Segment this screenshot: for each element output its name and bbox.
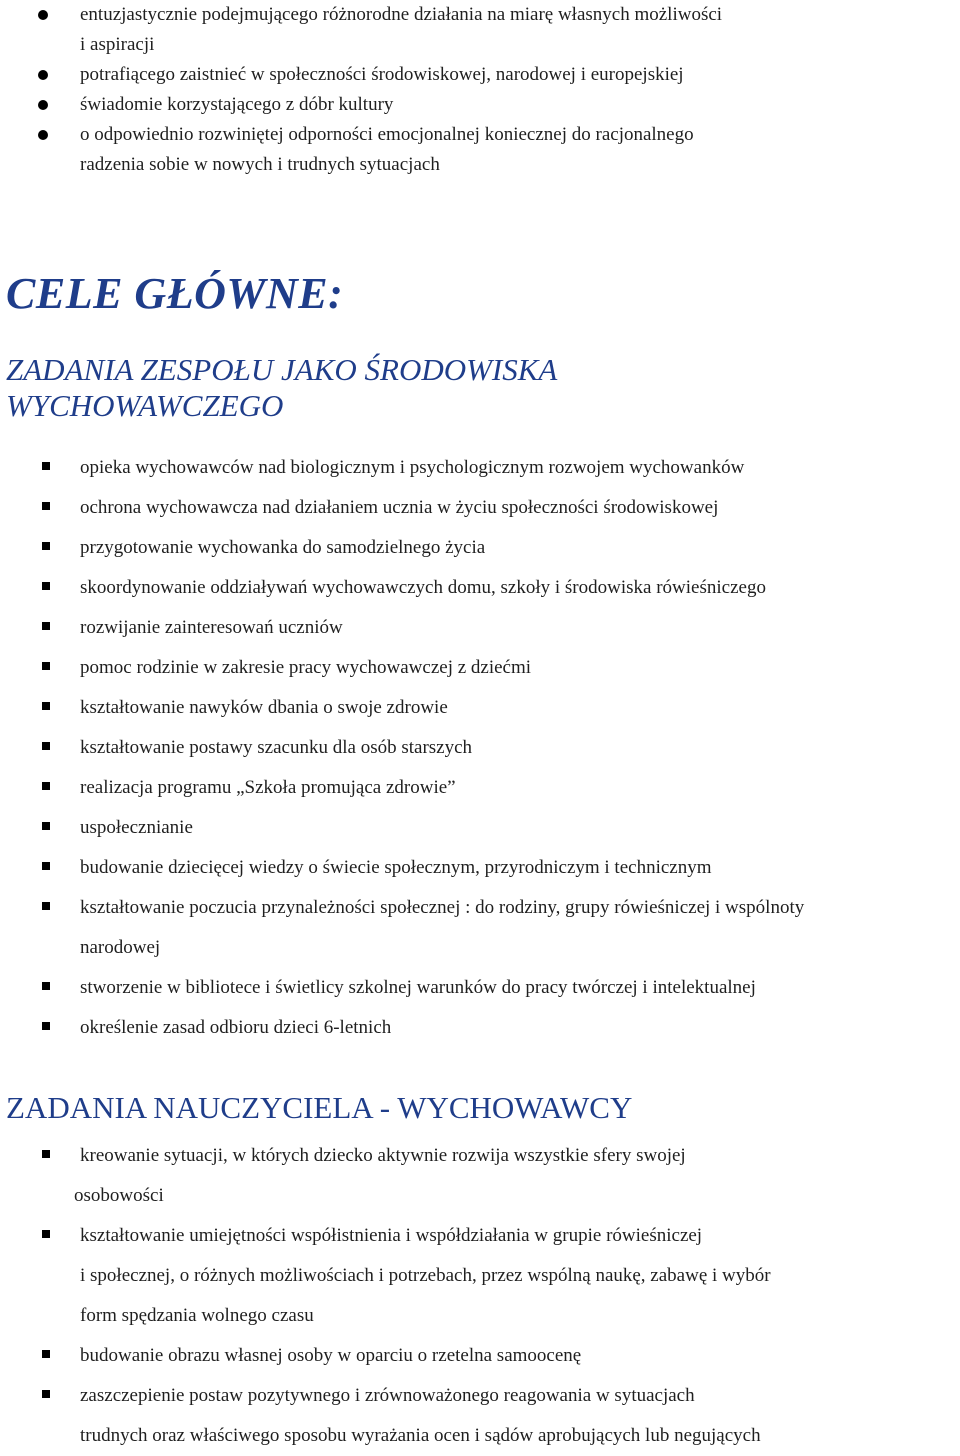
list-item-line: o odpowiednio rozwiniętej odporności emocjonalnej koniecznej do racjonalnego bbox=[80, 124, 694, 145]
list-item-line: kreowanie sytuacji, w których dziecko aktywnie rozwija wszystkie sfery swojej bbox=[80, 1145, 686, 1166]
list-item-line: i społecznej, o różnych możliwościach i potrzebach, przez wspólną naukę, zabawę i wybór bbox=[80, 1265, 771, 1286]
list-item bbox=[0, 120, 960, 180]
square-bullet-icon bbox=[42, 782, 50, 790]
list-item-line: rozwijanie zainteresowań uczniów bbox=[80, 617, 343, 638]
list-item bbox=[0, 888, 960, 968]
square-bullet-icon bbox=[42, 1350, 50, 1358]
square-bullet-icon bbox=[42, 1230, 50, 1238]
list-item bbox=[0, 488, 960, 528]
list-item-line: zaszczepienie postaw pozytywnego i zrównoważonego reagowania w sytuacjach bbox=[80, 1385, 695, 1406]
list-item bbox=[0, 0, 960, 60]
square-bullet-icon bbox=[42, 1390, 50, 1398]
square-bullet-icon bbox=[42, 982, 50, 990]
list-item-line: osobowości bbox=[74, 1185, 164, 1206]
heading-main-goals: CELE GŁÓWNE: bbox=[6, 269, 344, 318]
list-item-line: kształtowanie umiejętności współistnienia i współdziałania w grupie rówieśniczej bbox=[80, 1225, 703, 1246]
list-item-line: ochrona wychowawcza nad działaniem ucznia w życiu społeczności środowiskowej bbox=[80, 497, 719, 518]
square-bullet-icon bbox=[42, 462, 50, 470]
list-item bbox=[0, 768, 960, 808]
heading-teacher-tasks: ZADANIA NAUCZYCIELA - WYCHOWAWCY bbox=[6, 1090, 633, 1125]
team-tasks-list bbox=[0, 448, 960, 1048]
list-item-line: form spędzania wolnego czasu bbox=[80, 1305, 314, 1326]
square-bullet-icon bbox=[42, 502, 50, 510]
list-item-line: realizacja programu „Szkoła promująca zdrowie” bbox=[80, 777, 456, 798]
bullet-dot-icon bbox=[38, 130, 48, 140]
square-bullet-icon bbox=[42, 662, 50, 670]
square-bullet-icon bbox=[42, 542, 50, 550]
square-bullet-icon bbox=[42, 1022, 50, 1030]
list-item bbox=[0, 1376, 960, 1456]
list-item bbox=[0, 608, 960, 648]
heading-team-tasks: ZADANIA ZESPOŁU JAKO ŚRODOWISKA WYCHOWAWCZEGO bbox=[6, 352, 557, 423]
list-item bbox=[0, 1216, 960, 1336]
list-item-line: radzenia sobie w nowych i trudnych sytuacjach bbox=[80, 154, 440, 175]
list-item bbox=[0, 648, 960, 688]
list-item-line: kształtowanie poczucia przynależności społecznej : do rodziny, grupy rówieśniczej i wspólnoty bbox=[80, 897, 805, 918]
list-item-line: budowanie obrazu własnej osoby w oparciu o rzetelna samoocenę bbox=[80, 1345, 582, 1366]
list-item-line: stworzenie w bibliotece i świetlicy szkolnej warunków do pracy twórczej i intelektualnej bbox=[80, 977, 756, 998]
list-item bbox=[0, 688, 960, 728]
bullet-dot-icon bbox=[38, 10, 48, 20]
list-item-line: entuzjastycznie podejmującego różnorodne działania na miarę własnych możliwości bbox=[80, 4, 723, 25]
list-item-line: i aspiracji bbox=[80, 34, 155, 55]
list-item bbox=[0, 528, 960, 568]
list-item bbox=[0, 1136, 960, 1216]
list-item bbox=[0, 1336, 960, 1376]
square-bullet-icon bbox=[42, 742, 50, 750]
list-item bbox=[0, 728, 960, 768]
list-item bbox=[0, 90, 960, 120]
list-item-line: narodowej bbox=[80, 937, 161, 958]
square-bullet-icon bbox=[42, 1150, 50, 1158]
square-bullet-icon bbox=[42, 862, 50, 870]
square-bullet-icon bbox=[42, 822, 50, 830]
list-item bbox=[0, 448, 960, 488]
square-bullet-icon bbox=[42, 702, 50, 710]
bullet-dot-icon bbox=[38, 70, 48, 80]
list-item-line: określenie zasad odbioru dzieci 6-letnich bbox=[80, 1017, 392, 1038]
list-item-line: pomoc rodzinie w zakresie pracy wychowawczej z dziećmi bbox=[80, 657, 532, 678]
square-bullet-icon bbox=[42, 622, 50, 630]
list-item bbox=[0, 808, 960, 848]
list-item bbox=[0, 1008, 960, 1048]
list-item-line: uspołecznianie bbox=[80, 817, 193, 838]
list-item bbox=[0, 848, 960, 888]
list-item-line: skoordynowanie oddziaływań wychowawczych domu, szkoły i środowiska rówieśniczego bbox=[80, 577, 766, 598]
list-item bbox=[0, 60, 960, 90]
square-bullet-icon bbox=[42, 582, 50, 590]
teacher-tasks-list bbox=[0, 1136, 960, 1456]
list-item bbox=[0, 968, 960, 1008]
list-item-line: opieka wychowawców nad biologicznym i psychologicznym rozwojem wychowanków bbox=[80, 457, 745, 478]
list-item-line: kształtowanie postawy szacunku dla osób starszych bbox=[80, 737, 473, 758]
list-item-line: potrafiącego zaistnieć w społeczności środowiskowej, narodowej i europejskiej bbox=[80, 64, 684, 85]
bullet-dot-icon bbox=[38, 100, 48, 110]
list-item-line: przygotowanie wychowanka do samodzielnego życia bbox=[80, 537, 486, 558]
intro-bullet-list bbox=[0, 0, 960, 180]
list-item bbox=[0, 568, 960, 608]
square-bullet-icon bbox=[42, 902, 50, 910]
list-item-line: trudnych oraz właściwego sposobu wyrażania ocen i sądów aprobujących lub negujących bbox=[80, 1425, 761, 1446]
list-item-line: świadomie korzystającego z dóbr kultury bbox=[80, 94, 394, 115]
list-item-line: budowanie dziecięcej wiedzy o świecie społecznym, przyrodniczym i technicznym bbox=[80, 857, 712, 878]
list-item-line: kształtowanie nawyków dbania o swoje zdrowie bbox=[80, 697, 448, 718]
